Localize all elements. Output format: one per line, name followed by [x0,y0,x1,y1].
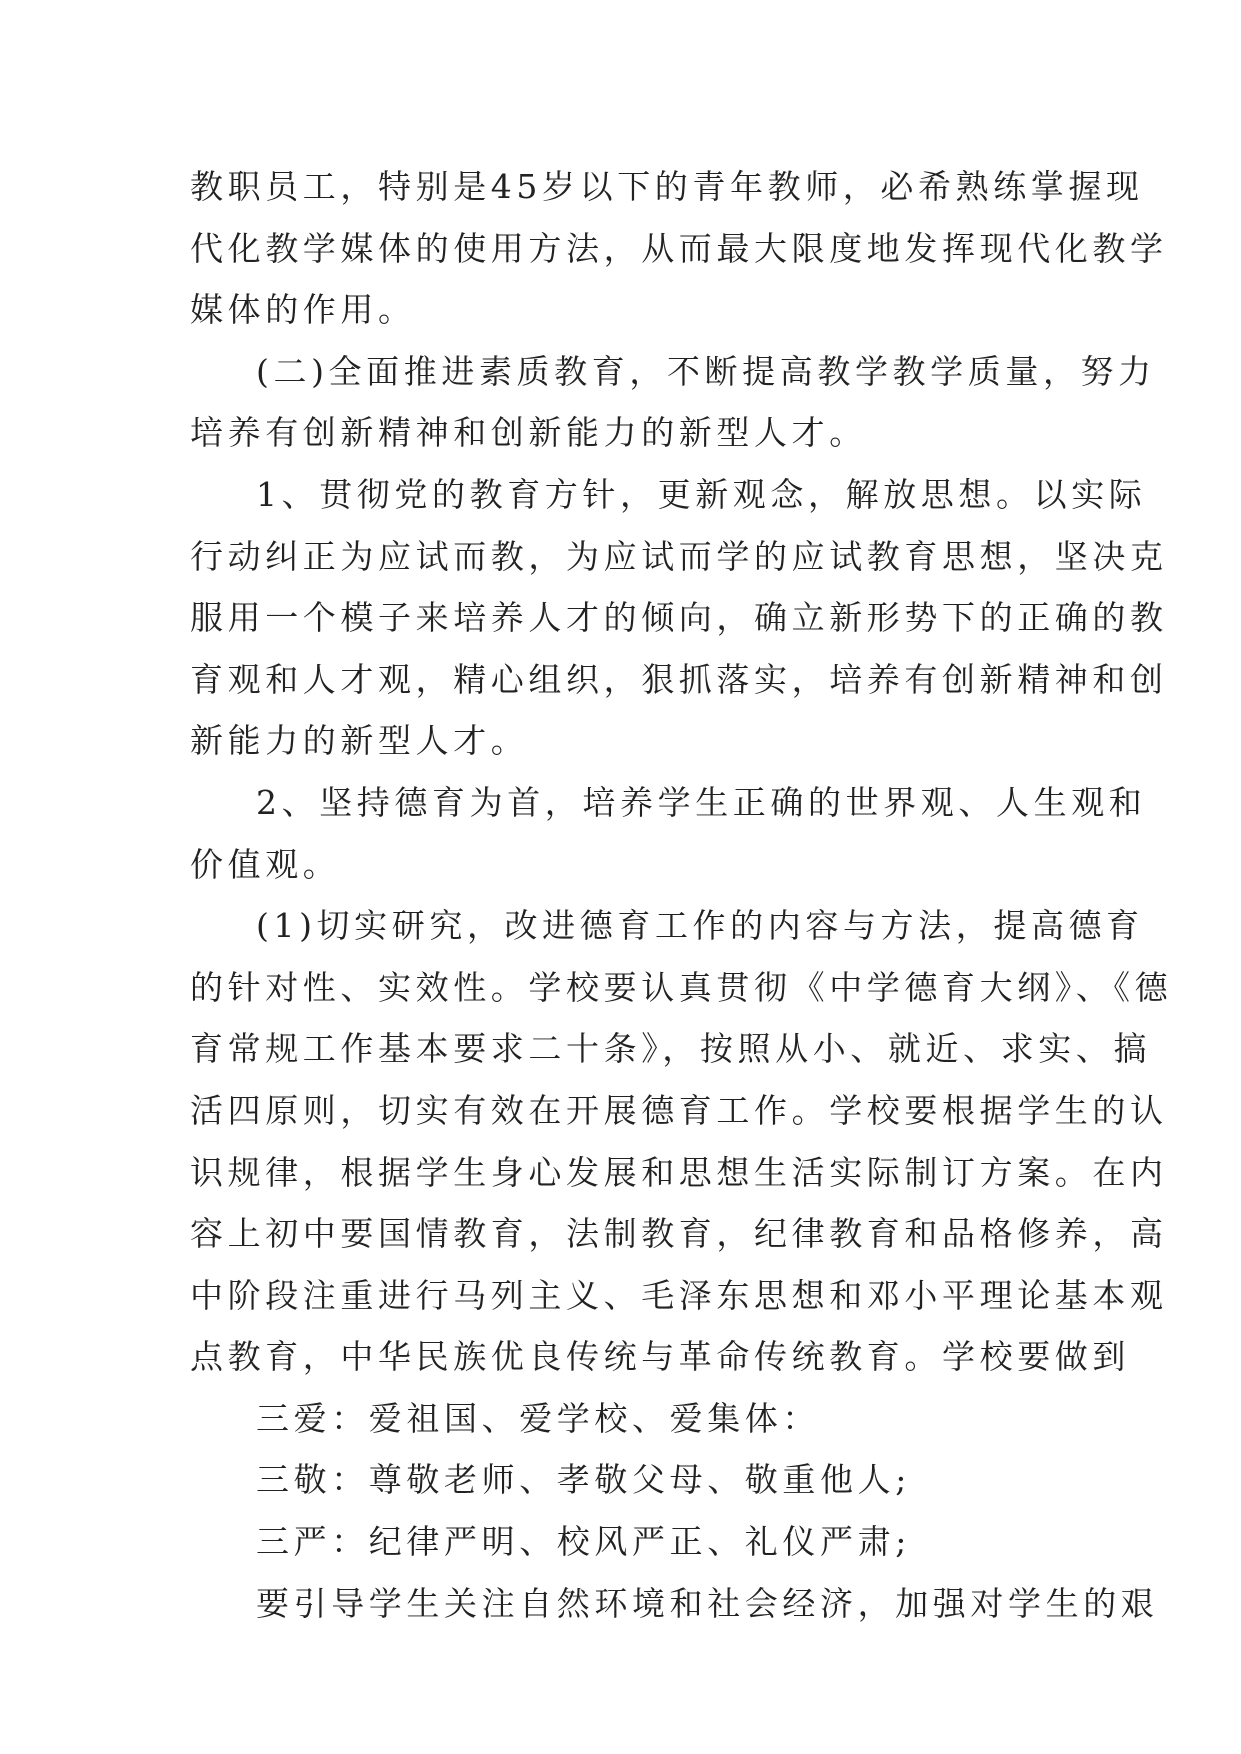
text-line: 点教育，中华民族优良传统与革命传统教育。学校要做到 [190,1337,1130,1377]
text-line: 培养有创新精神和创新能力的新型人才。 [190,413,867,453]
text-line: 三严：纪律严明、校风严正、礼仪严肃; [256,1522,911,1562]
text-line: 价值观。 [190,844,341,884]
text-line: 行动纠正为应试而教，为应试而学的应试教育思想，坚决克 [190,536,1168,576]
text-line: 1、贯彻党的教育方针，更新观念，解放思想。以实际 [256,474,1147,514]
text-line: 代化教学媒体的使用方法，从而最大限度地发挥现代化教学 [190,228,1168,268]
text-line: 教职员工，特别是45岁以下的青年教师，必希熟练掌握现 [190,167,1144,206]
document-body [190,156,1173,1634]
text-line: 媒体的作用。 [190,290,416,330]
text-line: 识规律，根据学生身心发展和思想生活实际制订方案。在内 [190,1152,1168,1192]
text-line: 中阶段注重进行马列主义、毛泽东思想和邓小平理论基本观 [190,1275,1168,1315]
text-line: 要引导学生关注自然环境和社会经济，加强对学生的艰 [256,1583,1159,1623]
text-line: 的针对性、实效性。学校要认真贯彻《中学德育大纲》、《德 [190,967,1173,1007]
text-line: 2、坚持德育为首，培养学生正确的世界观、人生观和 [256,782,1147,822]
text-line: 活四原则，切实有效在开展德育工作。学校要根据学生的认 [190,1090,1168,1130]
text-line: 育观和人才观，精心组织，狠抓落实，培养有创新精神和创 [190,659,1168,699]
text-line: 新能力的新型人才。 [190,721,529,761]
text-line: 育常规工作基本要求二十条》，按照从小、就近、求实、搞 [190,1029,1152,1069]
text-line: (二)全面推进素质教育，不断提高教学教学质量，努力 [256,351,1156,391]
text-line: 三爱：爱祖国、爱学校、爱集体： [256,1398,820,1438]
text-line: (1)切实研究，改进德育工作的内容与方法，提高德育 [256,906,1144,946]
text-line: 服用一个模子来培养人才的倾向，确立新形势下的正确的教 [190,598,1168,638]
text-line: 容上初中要国情教育，法制教育，纪律教育和品格修养，高 [190,1214,1168,1254]
text-line: 三敬：尊敬老师、孝敬父母、敬重他人; [256,1460,911,1500]
